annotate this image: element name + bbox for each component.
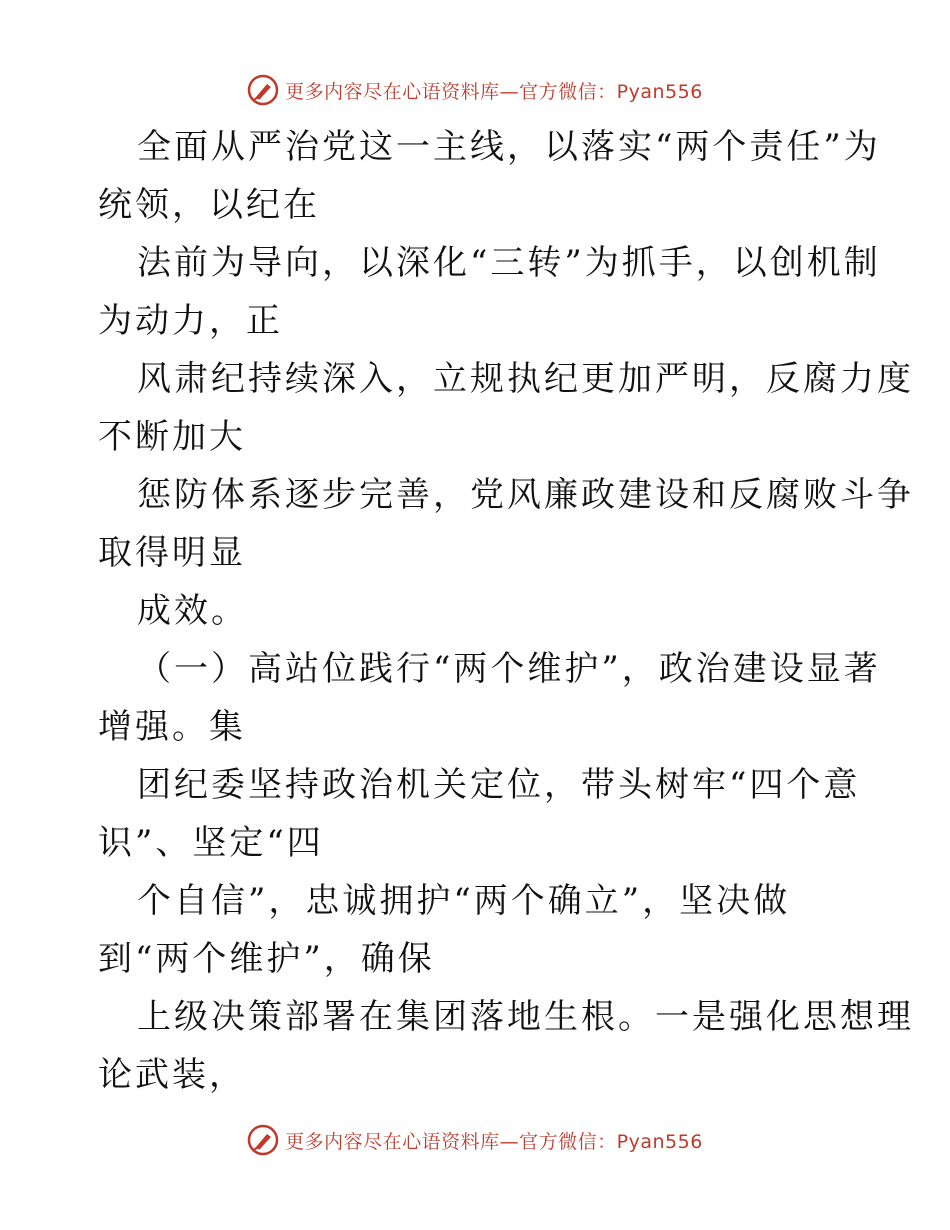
- paragraph-9: [0, 988, 950, 1104]
- watermark-text: 更多内容尽在心语资料库—官方微信：Pyan556: [285, 1130, 703, 1153]
- line-second: 统领，以纪在: [98, 185, 320, 225]
- footer-watermark: [0, 1120, 950, 1160]
- pen-circle-logo-icon: [247, 74, 279, 106]
- paragraph-2: [0, 234, 950, 350]
- line-first: 惩防体系逐步完善，党风廉政建设和反腐败斗争: [137, 475, 914, 515]
- line-first: 风肃纪持续深入，立规执纪更加严明，反腐力度: [137, 359, 914, 399]
- line-first: （一）高站位践行“两个维护”，政治建设显著: [137, 649, 881, 689]
- paragraph-5: [0, 582, 950, 640]
- header-watermark: [0, 70, 950, 110]
- line-second: 识”、坚定“四: [98, 823, 324, 863]
- line-second: 不断加大: [98, 417, 246, 457]
- paragraph-3: [0, 350, 950, 466]
- pen-circle-logo-icon: [247, 1124, 279, 1156]
- paragraph-4: [0, 466, 950, 582]
- line-first: 团纪委坚持政治机关定位，带头树牢“四个意: [137, 765, 861, 805]
- watermark-text: 更多内容尽在心语资料库—官方微信：Pyan556: [285, 80, 703, 103]
- line-first: 上级决策部署在集团落地生根。一是强化思想理: [137, 997, 914, 1037]
- paragraph-6: [0, 640, 950, 756]
- line-first: 成效。: [137, 591, 248, 631]
- paragraph-7: [0, 756, 950, 872]
- line-first: 个自信”，忠诚拥护“两个确立”，坚决做: [137, 881, 791, 921]
- line-second: 增强。集: [98, 707, 246, 747]
- line-second: 为动力，正: [98, 301, 283, 341]
- line-first: 全面从严治党这一主线，以落实“两个责任”为: [137, 127, 881, 167]
- document-body: [0, 118, 950, 1104]
- paragraph-1: [0, 118, 950, 234]
- paragraph-8: [0, 872, 950, 988]
- line-second: 到“两个维护”，确保: [98, 939, 435, 979]
- line-second: 取得明显: [98, 533, 246, 573]
- line-second: 论武装，: [98, 1055, 246, 1095]
- line-first: 法前为导向，以深化“三转”为抓手，以创机制: [137, 243, 881, 283]
